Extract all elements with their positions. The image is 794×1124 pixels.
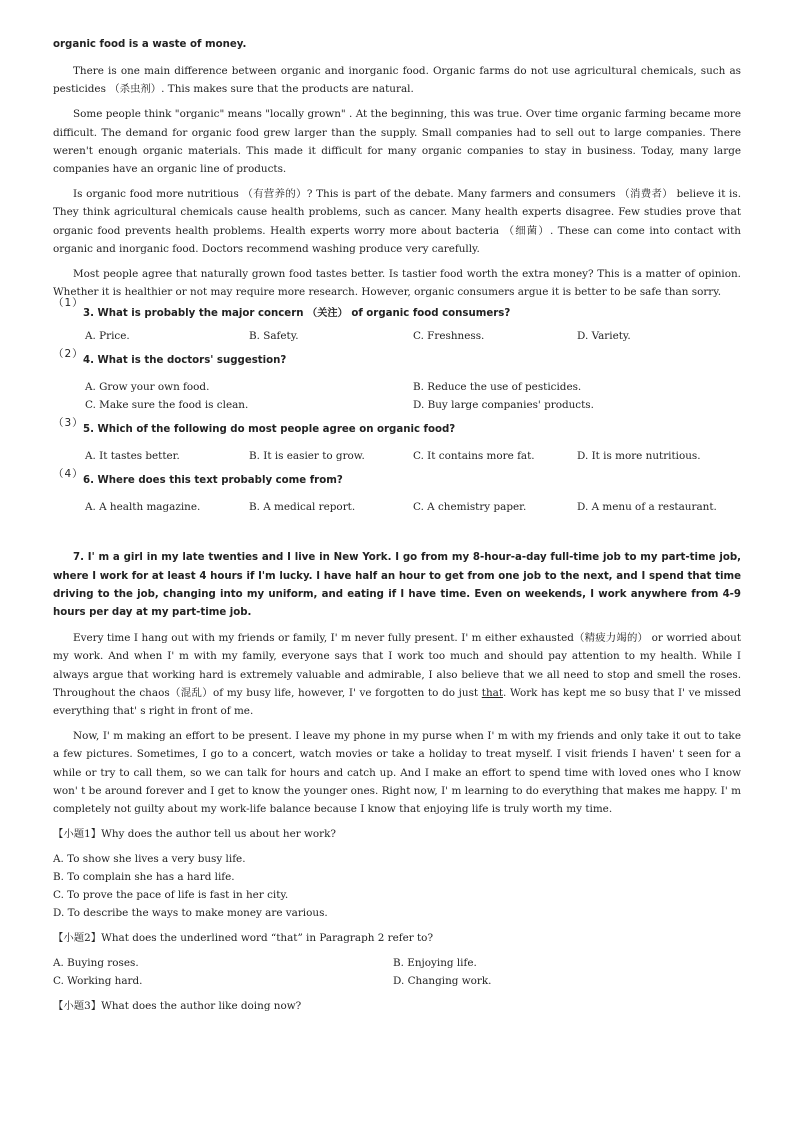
document-page	[53, 36, 741, 1015]
passage1-first-line: organic food is a waste of money.	[53, 39, 247, 50]
paragraph-text: . Work has kept me so busy that I' ve missed everything that' s right in front of me.	[53, 686, 741, 718]
sub-question-1-options	[53, 850, 741, 922]
sub-question-2: 【小题2】What does the underlined word “that” in Paragraph 2 refer to?	[53, 932, 434, 945]
option-d[interactable]: D. Buy large companies' products.	[413, 399, 594, 412]
question-1-options	[53, 327, 741, 345]
question-text: 5. Which of the following do most people agree on organic food?	[83, 424, 456, 436]
option-c[interactable]: C. To prove the pace of life is fast in her city.	[53, 889, 289, 902]
option-a[interactable]: A. Grow your own food.	[85, 381, 210, 394]
option-c[interactable]: C. Make sure the food is clean.	[85, 399, 249, 412]
underlined-word: that	[481, 686, 504, 699]
passage1-paragraph-4: Most people agree that naturally grown food tastes better. Is tastier food worth the extra money? This is a matter of opinion. Whether it is healthier or not may require more research. However, organic consumers argue it is better to be safe than sorry.	[53, 268, 741, 299]
passage1-paragraph-2: Some people think "organic" means "locally grown" . At the beginning, this was true. Over time organic farming became more difficult. The demand for organic food grew larger than the supply. Small companies had to sell out to large companies. There weren't enough organic materials. This made it difficult for many organic companies to stay in business. Today, many large companies have an organic line of products.	[53, 108, 741, 176]
option-c[interactable]: C. It contains more fat.	[413, 450, 535, 463]
option-d[interactable]: D. Changing work.	[393, 975, 492, 988]
option-a[interactable]: A. To show she lives a very busy life.	[53, 853, 246, 866]
question-number: （2）	[53, 348, 84, 361]
option-a[interactable]: A. Buying roses.	[53, 957, 139, 970]
sub-question-1: 【小题1】Why does the author tell us about her work?	[53, 828, 336, 841]
option-c[interactable]: C. Freshness.	[413, 330, 485, 343]
sub-question-3: 【小题3】What does the author like doing now?	[53, 1000, 302, 1013]
option-b[interactable]: B. It is easier to grow.	[249, 450, 365, 463]
option-d[interactable]: D. It is more nutritious.	[577, 450, 701, 463]
option-b[interactable]: B. Reduce the use of pesticides.	[413, 381, 582, 394]
option-d[interactable]: D. To describe the ways to make money are various.	[53, 907, 328, 920]
passage2-paragraph-2	[53, 629, 741, 720]
question-text: 3. What is probably the major concern （关注） of organic food consumers?	[83, 308, 511, 320]
passage2-intro: 7. I' m a girl in my late twenties and I live in New York. I go from my 8-hour-a-day full-time job to my part-time job, where I work for at least 4 hours if I'm lucky. I have half an hour to get from one job to the next, and I spend that time driving to the job, changing into my uniform, and eating if I have time. Even on weekends, I work anywhere from 4-9 hours per day at my part-time job.	[53, 552, 741, 619]
option-b[interactable]: B. Safety.	[249, 330, 299, 343]
option-c[interactable]: C. A chemistry paper.	[413, 501, 527, 514]
question-3-options	[53, 447, 741, 465]
passage1-paragraph-1: There is one main difference between organic and inorganic food. Organic farms do not use agricultural chemicals, such as pesticides （杀虫剂）. This makes sure that the products are natural.	[53, 65, 741, 96]
question-text: 6. Where does this text probably come from?	[83, 475, 343, 487]
passage1-paragraph-3: Is organic food more nutritious （有营养的）? This is part of the debate. Many farmers and consumers （消费者） believe it is. They think agricultural chemicals cause health problems, such as cancer. Many health experts disagree. Few studies prove that organic food prevents health problems. Health experts worry more about bacteria （细菌）. These can come into contact with organic and inorganic food. Doctors recommend washing produce very carefully.	[53, 188, 741, 255]
question-number: （4）	[53, 468, 84, 481]
question-number: （3）	[53, 417, 84, 430]
option-b[interactable]: B. To complain she has a hard life.	[53, 871, 235, 884]
option-b[interactable]: B. Enjoying life.	[393, 957, 477, 970]
question-2-options	[53, 378, 741, 414]
option-b[interactable]: B. A medical report.	[249, 501, 356, 514]
question-4	[53, 468, 741, 498]
option-c[interactable]: C. Working hard.	[53, 975, 143, 988]
option-a[interactable]: A. A health magazine.	[85, 501, 201, 514]
sub-question-2-options	[53, 954, 741, 990]
question-number: （1）	[53, 297, 84, 310]
passage2-paragraph-3: Now, I' m making an effort to be present. I leave my phone in my purse when I' m with my friends and only take it out to take a few pictures. Sometimes, I go to a concert, watch movies or take a holiday to treat myself. I visit friends I haven' t seen for a while or try to call them, so we can talk for hours and catch up. And I make an effort to spend time with loved ones who I know won' t be around forever and I get to know the younger ones. Right now, I' m learning to do everything that makes me happy. I' m completely not guilty about my work-life balance because I know that enjoying life is truly worth my time.	[53, 730, 741, 816]
question-4-options	[53, 498, 741, 516]
question-3	[53, 417, 741, 447]
question-text: 4. What is the doctors' suggestion?	[83, 355, 287, 367]
option-a[interactable]: A. It tastes better.	[85, 450, 180, 463]
option-a[interactable]: A. Price.	[85, 330, 130, 343]
paragraph-text: Every time I hang out with my friends or family, I' m never fully present. I' m either exhausted（精疲力竭的） or worried about my work. And when I' m with my family, everyone says that I work too much and should pay attention to my health. While I always argue that working hard is extremely valuable and admirable, I also believe that we all need to stop and smell the roses. Throughout the chaos（混乱）of my busy life, however, I' ve forgotten to do just	[53, 632, 741, 699]
option-d[interactable]: D. Variety.	[577, 330, 631, 343]
option-d[interactable]: D. A menu of a restaurant.	[577, 501, 717, 514]
question-1	[53, 297, 741, 327]
question-2	[53, 348, 741, 378]
